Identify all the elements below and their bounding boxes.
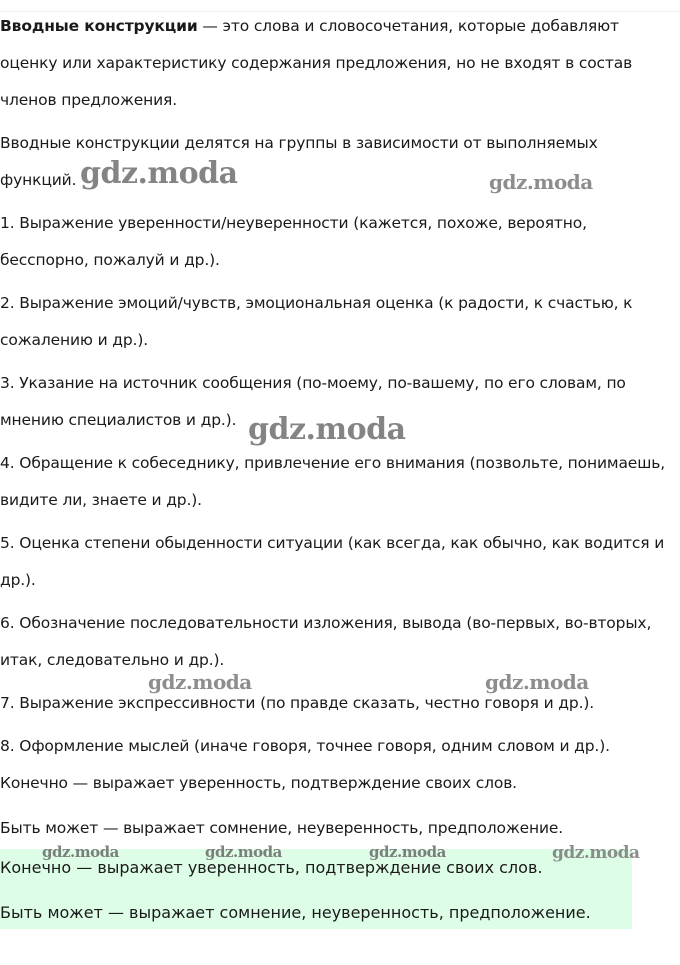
- watermark-logo: gdz.moda: [42, 843, 119, 861]
- group-item-8: 8. Оформление мыслей (иначе говоря, точнее говоря, одним словом и др.).: [0, 737, 610, 755]
- group-item-1: 1. Выражение уверенности/неуверенности (кажется, похоже, вероятно, бесспорно, пожалуй и др.).: [0, 214, 587, 269]
- answer-block: [0, 849, 632, 929]
- watermark-logo: gdz.moda: [205, 843, 282, 861]
- group-item-4: 4. Обращение к собеседнику, привлечение его внимания (позвольте, понимаешь, видите ли, знаете и др.).: [0, 454, 665, 509]
- watermark-logo: gdz.moda: [148, 670, 252, 694]
- group-item-6: 6. Обозначение последовательности изложения, вывода (во-первых, во-вторых, итак, следовательно и др.).: [0, 614, 652, 669]
- article-body: [0, 8, 668, 847]
- group-item-7: 7. Выражение экспрессивности (по правде сказать, честно говоря и др.).: [0, 694, 595, 712]
- example-line-1: Конечно — выражает уверенность, подтверждение своих слов.: [0, 774, 517, 792]
- group-item-3: 3. Указание на источник сообщения (по-моему, по-вашему, по его словам, по мнению специалистов и др.).: [0, 374, 626, 429]
- definition-term: Вводные конструкции: [0, 17, 198, 35]
- group-item-2: 2. Выражение эмоций/чувств, эмоциональная оценка (к радости, к счастью, к сожалению и др.).: [0, 294, 633, 349]
- watermark-logo: gdz.moda: [552, 843, 640, 863]
- example-line-2: Быть может — выражает сомнение, неуверенность, предположение.: [0, 819, 564, 837]
- definition-text: — это слова и словосочетания, которые добавляют оценку или характеристику содержания предложения, но не входят в состав членов предложения.: [0, 17, 633, 109]
- intro-paragraph: Вводные конструкции делятся на группы в зависимости от выполняемых функций.: [0, 134, 598, 189]
- watermark-logo: gdz.moda: [489, 170, 593, 194]
- watermark-logo: gdz.moda: [248, 412, 406, 447]
- watermark-logo: gdz.moda: [369, 843, 446, 861]
- group-item-5: 5. Оценка степени обыденности ситуации (как всегда, как обычно, как водится и др.).: [0, 534, 665, 589]
- watermark-logo: gdz.moda: [485, 670, 589, 694]
- watermark-logo: gdz.moda: [80, 156, 238, 191]
- answer-line-1: Конечно — выражает уверенность, подтверждение своих слов.: [0, 858, 543, 877]
- answer-line-2: Быть может — выражает сомнение, неуверенность, предположение.: [0, 903, 591, 922]
- definition-paragraph: [0, 8, 668, 119]
